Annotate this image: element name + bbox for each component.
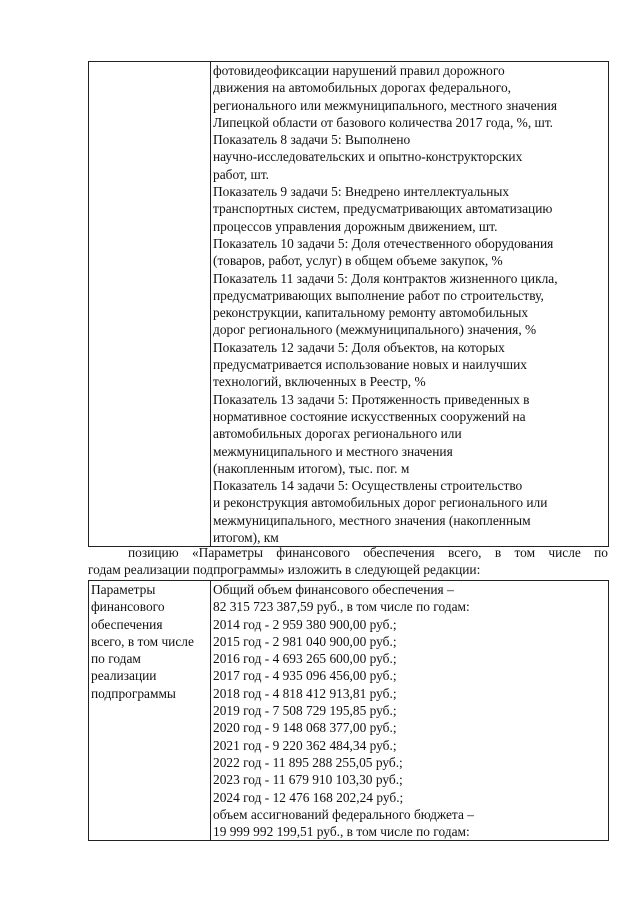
- text-line: 2023 год - 11 679 910 103,30 руб.;: [213, 772, 403, 788]
- table-cell-right: [211, 581, 609, 841]
- text-line: предусматривающих выполнение работ по строительству,: [213, 287, 544, 303]
- label-line: подпрограммы: [91, 685, 176, 701]
- financing-table: [88, 580, 609, 841]
- text-line: Показатель 13 задачи 5: Протяженность приведенных в: [213, 391, 530, 407]
- paragraph-line-2: годам реализации подпрограммы» изложить в следующей редакции:: [88, 562, 481, 578]
- text-line: (товаров, работ, услуг) в общем объеме закупок, %: [213, 253, 503, 269]
- text-line: 2017 год - 4 935 096 456,00 руб.;: [213, 668, 397, 684]
- text-line: Показатель 9 задачи 5: Внедрено интеллектуальных: [213, 184, 510, 200]
- label-line: обеспечения: [91, 616, 163, 632]
- table-cell-right: [211, 62, 609, 547]
- text-line: регионального или межмуниципального, местного значения: [213, 97, 558, 113]
- text-line: объем ассигнований федерального бюджета –: [213, 806, 474, 822]
- text-line: дорог регионального (межмуниципального) значения, %: [213, 322, 537, 338]
- text-line: автомобильных дорогах регионального или: [213, 426, 462, 442]
- label-line: по годам: [91, 651, 141, 667]
- text-line: Показатель 11 задачи 5: Доля контрактов жизненного цикла,: [213, 270, 558, 286]
- table-row: [89, 581, 609, 841]
- table-row: [89, 62, 609, 547]
- text-line: 19 999 992 199,51 руб., в том числе по годам:: [213, 824, 470, 840]
- text-line: нормативное состояние искусственных сооружений на: [213, 408, 526, 424]
- text-line: 2016 год - 4 693 265 600,00 руб.;: [213, 651, 397, 667]
- text-line: Показатель 8 задачи 5: Выполнено: [213, 132, 411, 148]
- financing-text: [213, 581, 606, 840]
- indicators-table: [88, 61, 609, 547]
- text-line: реконструкции, капитальному ремонту автомобильных: [213, 305, 529, 321]
- text-line: Липецкой области от базового количества 2017 года, %, шт.: [213, 114, 554, 130]
- text-line: технологий, включенных в Реестр, %: [213, 374, 426, 390]
- text-line: 2015 год - 2 981 040 900,00 руб.;: [213, 633, 397, 649]
- text-line: предусматривается использование новых и наилучших: [213, 357, 527, 373]
- text-line: Показатель 12 задачи 5: Доля объектов, на которых: [213, 339, 505, 355]
- label-line: всего, в том числе: [91, 633, 194, 649]
- text-line: транспортных систем, предусматривающих автоматизацию: [213, 201, 553, 217]
- label-line: реализации: [91, 668, 157, 684]
- text-line: Общий объем финансового обеспечения –: [213, 582, 454, 597]
- label-line: Параметры: [91, 582, 156, 597]
- text-line: фотовидеофиксации нарушений правил дорожного: [213, 63, 505, 78]
- text-line: 2018 год - 4 818 412 913,81 руб.;: [213, 685, 397, 701]
- text-line: работ, шт.: [213, 166, 270, 182]
- text-line: 2019 год - 7 508 729 195,85 руб.;: [213, 703, 397, 719]
- text-line: 82 315 723 387,59 руб., в том числе по годам:: [213, 599, 470, 615]
- indicators-text: [213, 62, 606, 546]
- instruction-paragraph: [88, 544, 608, 579]
- text-line: 2021 год - 9 220 362 484,34 руб.;: [213, 737, 397, 753]
- text-line: (накопленным итогом), тыс. пог. м: [213, 460, 410, 476]
- label-line: финансового: [91, 599, 165, 615]
- text-line: процессов управления дорожным движением, шт.: [213, 218, 498, 234]
- text-line: 2024 год - 12 476 168 202,24 руб.;: [213, 789, 404, 805]
- text-line: межмуниципального и местного значения: [213, 443, 453, 459]
- paragraph-line-1: позицию «Параметры финансового обеспечения всего, в том числе по: [128, 545, 608, 560]
- text-line: научно-исследовательских и опытно-конструкторских: [213, 149, 523, 165]
- text-line: Показатель 10 задачи 5: Доля отечественного оборудования: [213, 235, 554, 251]
- text-line: и реконструкция автомобильных дорог регионального или: [213, 495, 548, 511]
- table-cell-left: [89, 62, 211, 547]
- text-line: 2022 год - 11 895 288 255,05 руб.;: [213, 754, 403, 770]
- text-line: Показатель 14 задачи 5: Осуществлены строительство: [213, 478, 523, 494]
- text-line: 2020 год - 9 148 068 377,00 руб.;: [213, 720, 397, 736]
- parameter-label: [91, 581, 208, 702]
- text-line: движения на автомобильных дорогах федерального,: [213, 80, 511, 96]
- text-line: 2014 год - 2 959 380 900,00 руб.;: [213, 616, 397, 632]
- table-cell-left: [89, 581, 211, 841]
- text-line: итогом), км: [213, 530, 279, 546]
- text-line: межмуниципального, местного значения (накопленным: [213, 512, 531, 528]
